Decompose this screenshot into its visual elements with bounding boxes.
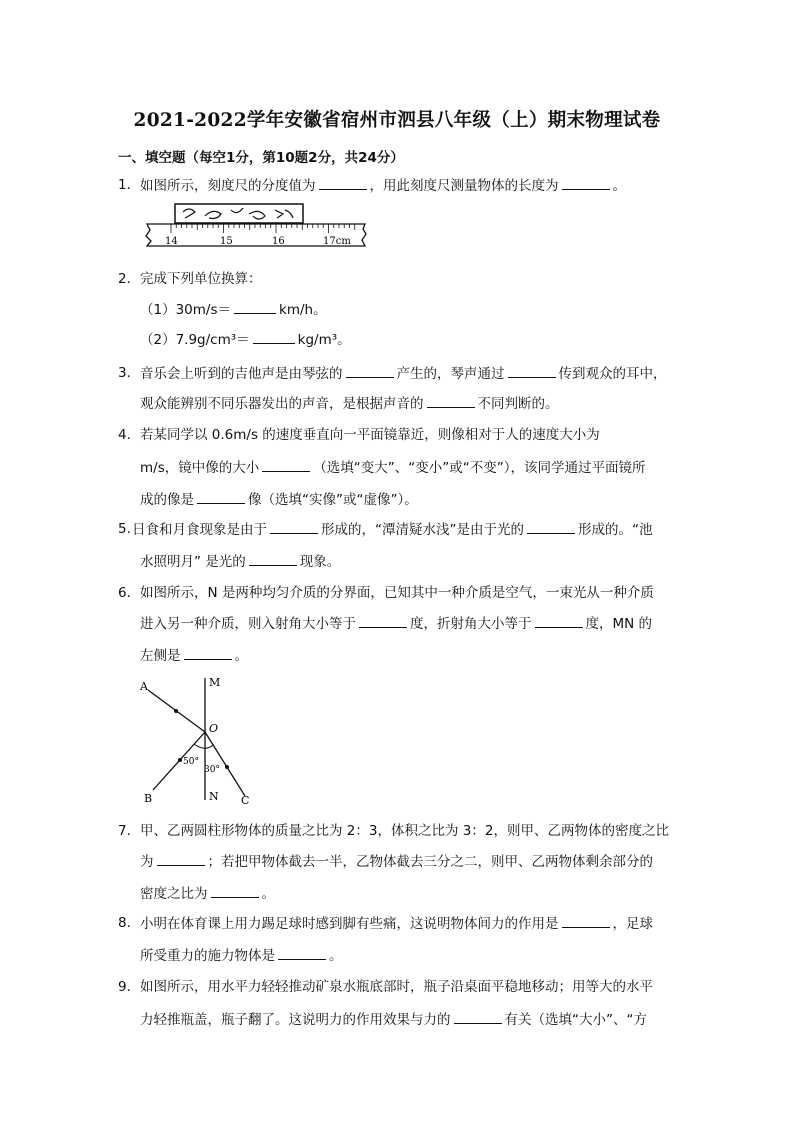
question-text	[140, 614, 652, 633]
answer-blank[interactable]	[562, 176, 610, 190]
angle-arc	[194, 744, 213, 748]
text-segment: kg/m³。	[297, 332, 351, 348]
question-text	[140, 884, 275, 903]
text-segment: ；若把甲物体截去一半，乙物体截去三分之二，则甲、乙两物体剩余部分的	[207, 854, 653, 870]
answer-blank[interactable]	[535, 614, 583, 628]
text-segment: 像（选填“实像”或“虚像”）。	[248, 492, 418, 508]
refracted-ray-oc	[205, 732, 245, 796]
question-text: 完成下列单位换算：	[140, 271, 262, 287]
text-segment: 传到观众的耳中，	[558, 366, 667, 382]
ruler-label-14: 14	[165, 236, 178, 247]
text-segment: 为	[140, 854, 154, 870]
answer-blank[interactable]	[184, 646, 232, 660]
answer-blank[interactable]	[427, 394, 475, 408]
answer-blank[interactable]	[359, 614, 407, 628]
text-segment: 成的像是	[140, 492, 194, 508]
text-segment: ，用此刻度尺测量物体的长度为	[369, 178, 559, 194]
text-segment: 力轻推瓶盖，瓶子翻了。这说明力的作用效果与力的	[140, 1012, 451, 1028]
answer-blank[interactable]	[508, 364, 556, 378]
text-segment: 水照明月” 是光的	[140, 554, 246, 570]
text-segment: 形成的，“潭清疑水浅”是由于光的	[321, 522, 524, 538]
question-text	[140, 458, 645, 477]
question-number: 1．	[118, 177, 141, 193]
text-segment: 小明在体育课上用力踢足球时感到脚有些痛，这说明物体间力的作用是	[140, 916, 559, 932]
question-text	[140, 852, 653, 871]
refraction-diagram	[138, 672, 258, 808]
question-number: 6．	[118, 585, 141, 601]
text-segment: 。	[612, 178, 626, 194]
answer-blank[interactable]	[262, 458, 310, 472]
question-text	[140, 1010, 647, 1029]
text-segment: 。	[234, 648, 248, 664]
question-text: 如图所示，N 是两种均匀介质的分界面，已知其中一种介质是空气，一束光从一种介质	[140, 585, 654, 601]
text-segment: 进入另一种介质，则入射角大小等于	[140, 616, 356, 632]
sub-question-1	[140, 300, 327, 319]
answer-blank[interactable]	[278, 946, 326, 960]
answer-blank[interactable]	[270, 520, 318, 534]
label-m: M	[209, 676, 221, 689]
arrow-dot	[178, 758, 182, 762]
text-segment: m/s，镜中像的大小	[140, 460, 260, 476]
angle-label-50: 50°	[183, 757, 199, 767]
question-text	[132, 520, 653, 539]
question-text: 甲、乙两圆柱形物体的质量之比为 2：3，体积之比为 3：2，则甲、乙两物体的密度之比	[140, 823, 669, 839]
answer-blank[interactable]	[319, 176, 367, 190]
text-segment: 日食和月食现象是由于	[132, 522, 267, 538]
label-b: B	[144, 792, 153, 805]
text-segment: 形成的。“池	[578, 522, 653, 538]
text-segment: 不同判断的。	[477, 396, 559, 412]
answer-blank[interactable]	[253, 330, 295, 344]
question-number: 9．	[118, 979, 141, 995]
question-text	[140, 646, 248, 665]
text-segment: 度，MN 的	[585, 616, 653, 632]
question-number: 7．	[118, 823, 141, 839]
answer-blank[interactable]	[157, 852, 205, 866]
text-segment: 音乐会上听到的吉他声是由琴弦的	[140, 366, 343, 382]
label-n: N	[209, 790, 219, 803]
text-segment: 。	[329, 948, 343, 964]
ruler-label-17cm: 17cm	[323, 236, 351, 247]
question-number: 2．	[118, 271, 141, 287]
answer-blank[interactable]	[562, 914, 610, 928]
arrow-dot	[174, 709, 178, 713]
question-number: 4．	[118, 427, 141, 443]
answer-blank[interactable]	[234, 300, 276, 314]
text-segment: 观众能辨别不同乐器发出的声音，是根据声音的	[140, 396, 424, 412]
ruler-label-16: 16	[272, 236, 285, 247]
question-text	[140, 552, 340, 571]
question-text	[140, 176, 626, 195]
page-title: 2021-2022学年安徽省宿州市泗县八年级（上）期末物理试卷	[133, 110, 661, 131]
answer-blank[interactable]	[454, 1010, 502, 1024]
text-segment: 密度之比为	[140, 886, 208, 902]
question-text: 如图所示，用水平力轻轻推动矿泉水瓶底部时，瓶子沿桌面平稳地移动；用等大的水平	[140, 979, 653, 995]
text-segment: 产生的，琴声通过	[396, 366, 505, 382]
measured-object	[175, 204, 303, 223]
question-text	[140, 394, 559, 413]
question-number: 3．	[118, 365, 141, 381]
text-segment: ，足球	[612, 916, 653, 932]
text-segment: 如图所示，刻度尺的分度值为	[140, 178, 316, 194]
arrow-dot	[225, 765, 229, 769]
question-number: 8．	[118, 915, 141, 931]
text-segment: （1）30m/s＝	[140, 302, 231, 318]
text-segment: 有关（选填“大小”、“方	[504, 1012, 647, 1028]
sub-question-2	[140, 330, 351, 349]
section-header: 一、填空题（每空1分，第10题2分，共24分）	[118, 150, 404, 166]
question-text	[140, 914, 653, 933]
question-text: 若某同学以 0.6m/s 的速度垂直向一平面镜靠近，则像相对于人的速度大小为	[140, 427, 600, 443]
label-c: C	[241, 794, 250, 807]
text-segment: km/h。	[279, 302, 327, 318]
ruler-label-15: 15	[220, 236, 233, 247]
label-o: O	[209, 722, 219, 735]
text-segment: （2）7.9g/cm³＝	[140, 332, 250, 348]
text-segment: 。	[261, 886, 275, 902]
question-text	[140, 490, 418, 509]
answer-blank[interactable]	[346, 364, 394, 378]
label-a: A	[140, 680, 148, 693]
text-segment: 左侧是	[140, 648, 181, 664]
ruler-figure	[145, 202, 367, 256]
question-text	[140, 364, 667, 383]
answer-blank[interactable]	[211, 884, 259, 898]
text-segment: （选填“变大”、“变小”或“不变”），该同学通过平面镜所	[313, 460, 646, 476]
answer-blank[interactable]	[249, 552, 297, 566]
answer-blank[interactable]	[197, 490, 245, 504]
text-segment: 现象。	[299, 554, 341, 570]
text-segment: 所受重力的施力物体是	[140, 948, 275, 964]
question-number: 5.	[118, 521, 131, 537]
text-segment: 度，折射角大小等于	[410, 616, 532, 632]
answer-blank[interactable]	[527, 520, 575, 534]
angle-label-30: 30°	[204, 765, 220, 775]
question-text	[140, 946, 343, 965]
